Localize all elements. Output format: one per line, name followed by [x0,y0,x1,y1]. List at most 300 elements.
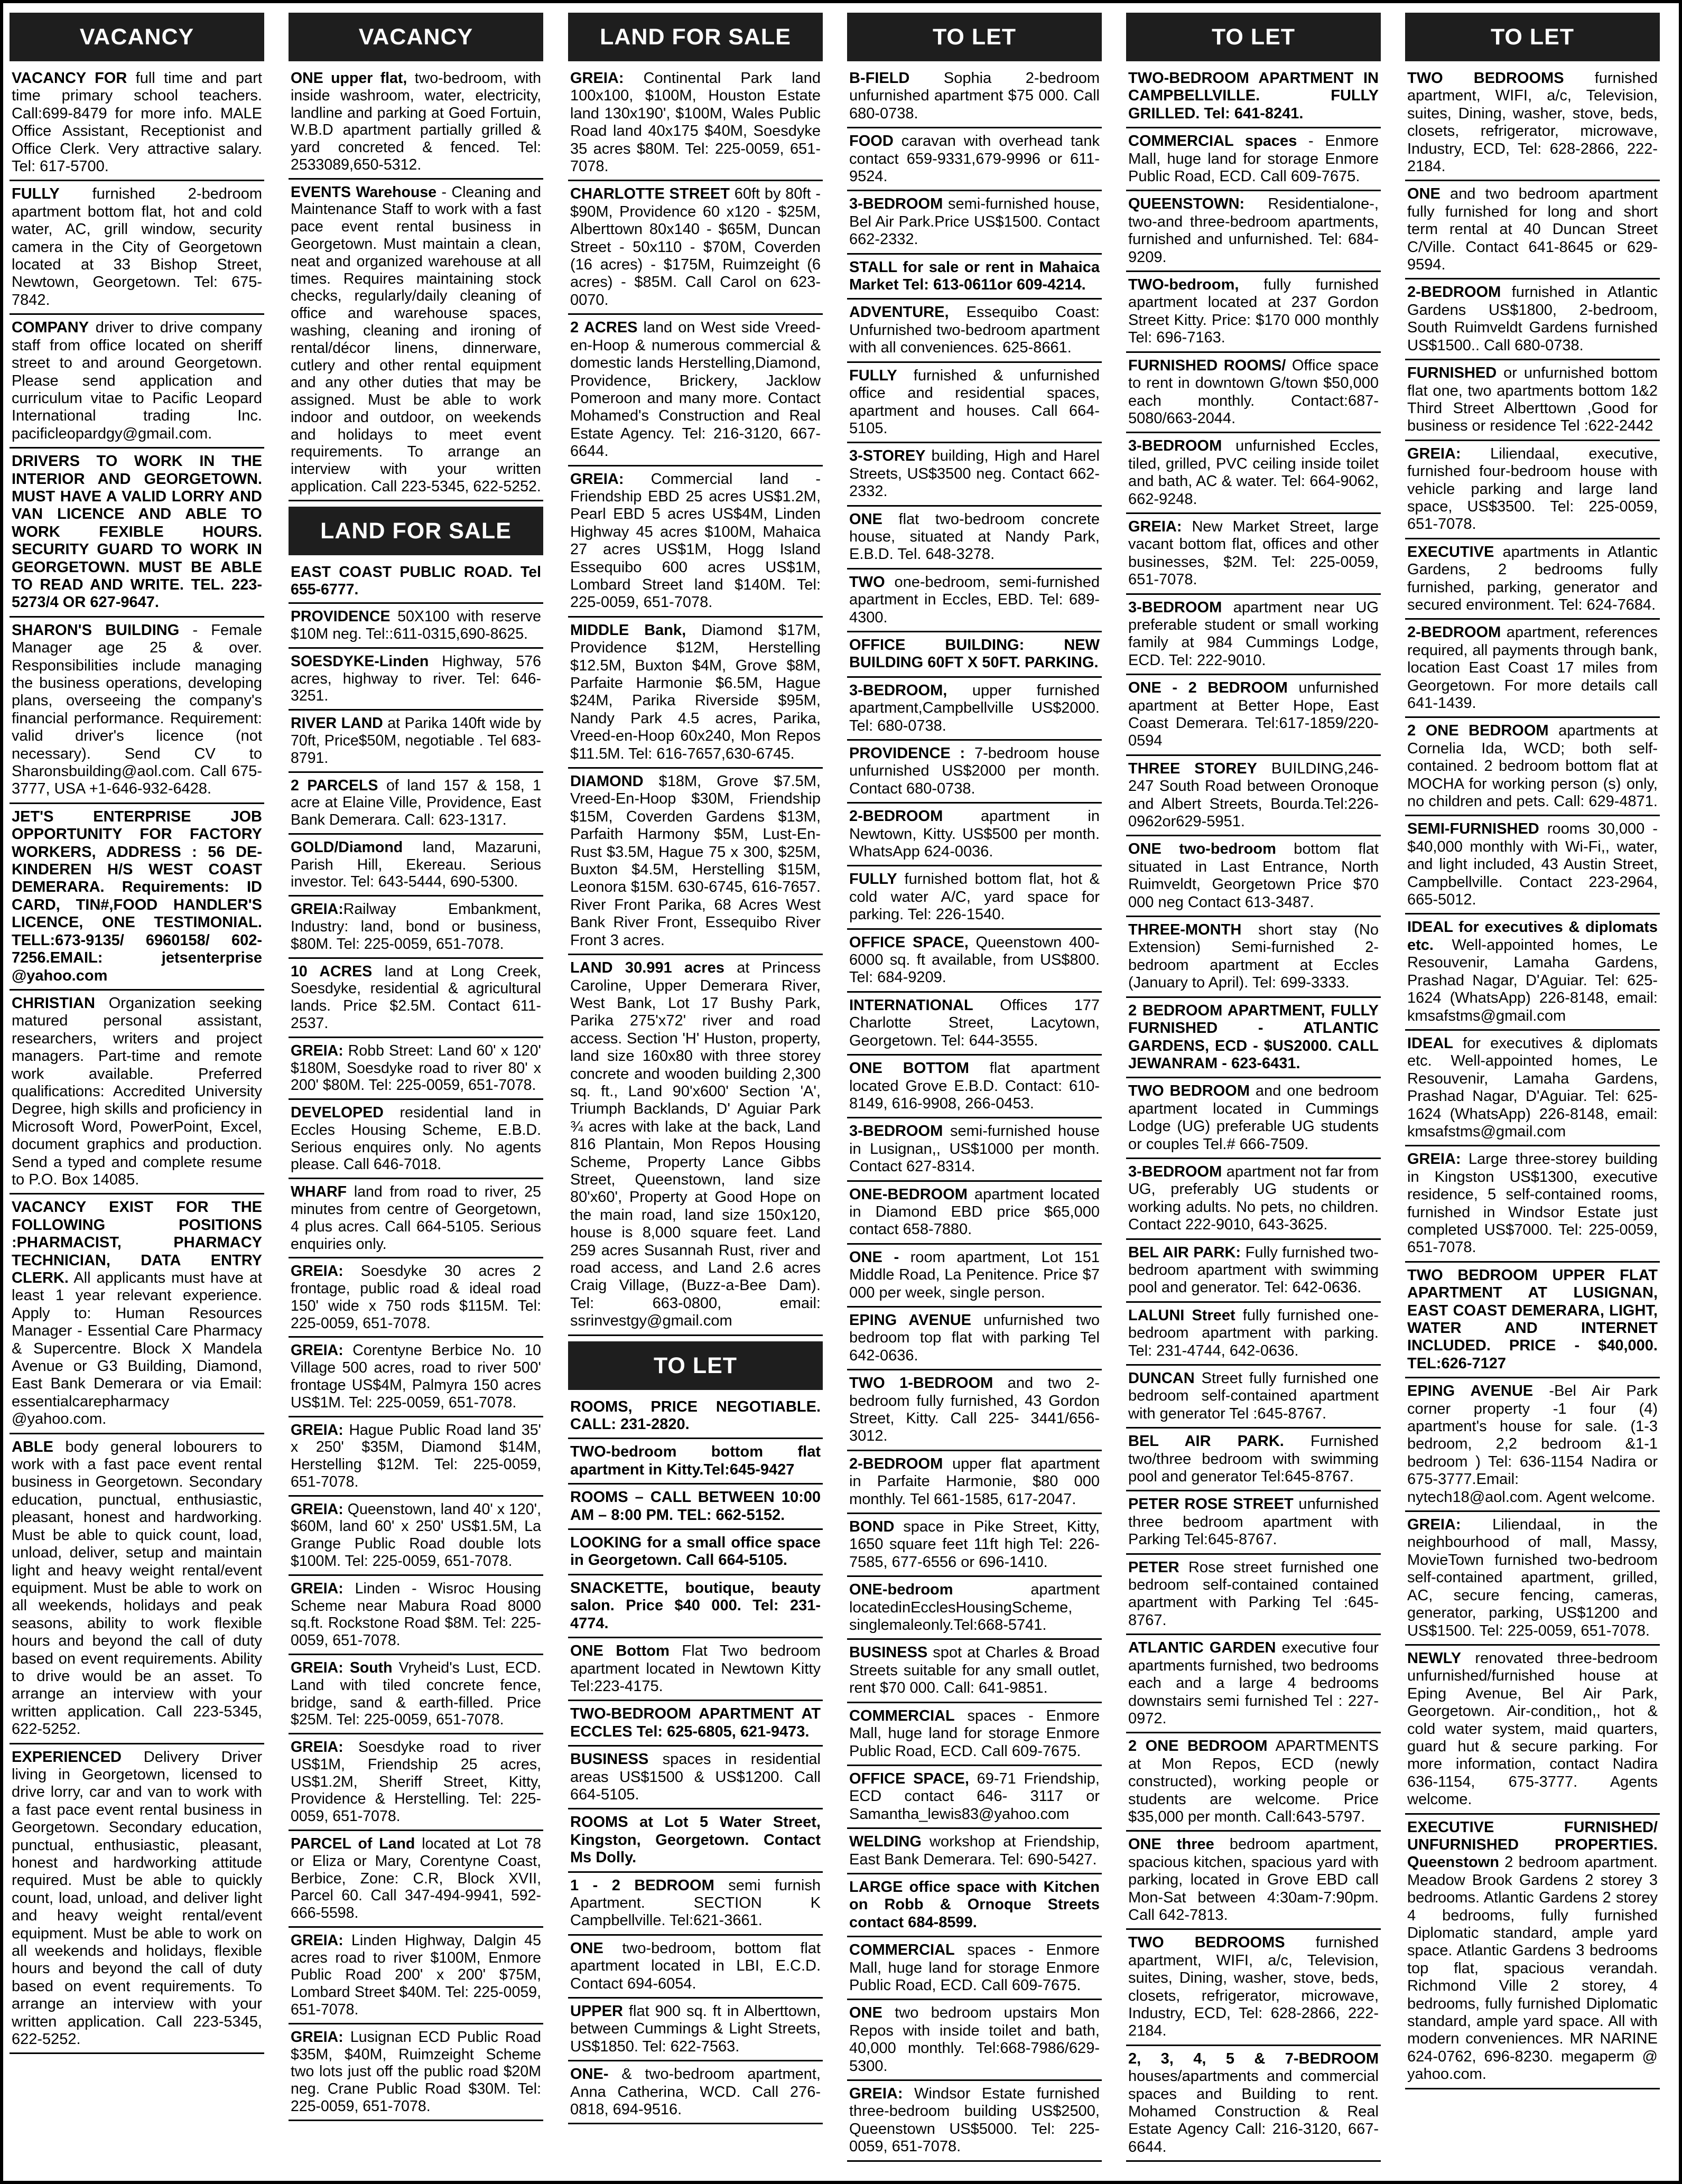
ad-text: spaces - Enmore Mall, huge land for storage Enmore Public Road, ECD. Call 609-7675. [849,1942,1100,1994]
ad-text: of land 157 & 158, 1 acre at Elaine Ville, Providence, East Bank Demerara. Call: 623-1317. [291,777,542,829]
ad-text: Commercial land - Friendship EBD 25 acres US$1.2M, Pearl EBD 5 acres US$4M, Linden Highway 45 acres $100M, Mahaica 27 acres US$1M, Hogg Island Essequibo 600 acres US$1M, Lombard Street land $140M. Tel: 225-0059, 651-7078. [570,470,821,611]
ad-lead: SOESDYKE-Linden [291,652,429,670]
ad-text: Furnished two/three bedroom with swimming pool and generator Tel:645-8767. [1128,1433,1379,1486]
ad-lead: 3-BEDROOM [849,195,943,213]
ad-lead: PROVIDENCE [291,608,391,626]
classified-ad [847,1878,1102,1937]
ad-text: APARTMENTS at Mon Repos, ECD (newly constructed), working people or students are welcome. Price $35,000 per month. Call:643-5797. [1128,1738,1379,1825]
ad-text: for executives & diplomats etc. Well-appointed homes, Le Resouvenir, Lamaha Gardens, Prashad Nagar, D'Aguiar. Tel: 625-1624 (WhatsApp) 226-8148, email: kmsafstms@gmail.com [1407,1034,1658,1140]
column-3 [568,13,823,2174]
classified-ad [847,1185,1102,1245]
ad-lead: OFFICE SPACE, [849,934,969,951]
ad-text: apartment near UG preferable student or small working family at 984 Cummings Lodge, ECD. Tel: 222-9010. [1128,599,1379,669]
ad-lead: RIVER LAND [291,715,383,732]
classified-ad [847,1311,1102,1370]
section-header: TO LET [568,1341,823,1390]
classified-ad [1126,920,1381,998]
classified-ad [289,1579,543,1655]
ad-lead: GREIA: [291,1580,343,1597]
ad-lead: FULLY [849,871,897,888]
ad-lead: 1 - 2 BEDROOM [570,1877,714,1894]
ad-text: workshop at Friendship, East Bank Demerara. Tel: 690-5427. [849,1833,1100,1868]
ad-text: caravan with overhead tank contact 659-9331,679-9996 or 611-9524. [849,133,1100,185]
ad-lead: BOND [849,1518,895,1536]
ad-text: spaces - Enmore Mall, huge land for storage Enmore Public Road, ECD. Call 609-7675. [849,1707,1100,1760]
ad-lead: GREIA: [570,70,624,87]
classified-ad [1405,1382,1660,1512]
ad-lead: GREIA: [570,470,624,488]
classified-ad [568,1641,823,1701]
ad-lead: 3-BEDROOM [1128,1163,1222,1180]
classified-ad [289,776,543,835]
classified-ad [1126,69,1381,128]
ad-lead: ATLANTIC GARDEN [1128,1639,1276,1657]
ad-lead: ONE upper flat, [291,70,407,87]
ad-text: apartment located in Diamond EBD price $65,000 contact 658-7880. [849,1186,1100,1238]
ad-lead: WHARF [291,1183,347,1201]
ad-text: Railway Embankment, Industry: land, bond or business, $80M. Tel: 225-0059, 651-7078. [291,901,541,953]
classified-ad [847,1454,1102,1514]
ad-text: apartments at Cornelia Ida, WCD; both self-contained. 2 bedroom bottom flat at MOCHA for working person (s) only, no children and pets. Call: 629-4871. [1407,722,1658,810]
ad-lead: GREIA: [291,1042,343,1059]
ad-text: one-bedroom, semi-furnished apartment in Eccles, EBD. Tel: 689-4300. [849,573,1100,626]
ad-lead: EAST COAST PUBLIC ROAD. Tel 655-6777. [291,563,541,598]
ad-text: Street fully furnished one bedroom self-contained apartment with generator Tel :645-8767. [1128,1370,1379,1422]
ad-text: flat 900 sq. ft in Alberttown, between Cummings & Light Streets, US$1850. Tel: 622-7563. [570,2003,821,2055]
classified-ad [847,744,1102,804]
section-header: TO LET [1405,13,1660,61]
ad-text: Diamond $17M, Providence $12M, Herstelling $12.5M, Buxton $4M, Grove $8M, Parfaite Harmonie $6.5M, Hague $24M, Parika Riverside $95M, Nandy Park 4.5 acres, Parika, Vreed-en-Hoop 60x240, Mon Repos $11.5M. Tel: 616-7657,630-6745. [570,621,821,762]
ad-text: - Female Manager age 25 & over. Responsibilities include managing the business operations, developing plans, overseeing the company's financial performance. Requirement: valid driver's licence (not necessary). Send CV to Sharonsbuilding@aol.com. Call 675-3777, USA +1-646-932-6428. [12,621,262,798]
classified-ad [289,1738,543,1831]
ad-text: Well-appointed homes, Le Resouvenir, Lamaha Gardens, Prashad Nagar, D'Aguiar. Tel: 625-1624 (WhatsApp) 226-8148, email: kmsafstms@gmail.com [1407,936,1658,1024]
section-header: LAND FOR SALE [289,507,543,555]
classified-ad [1126,1638,1381,1733]
ad-text: Liliendaal, executive, furnished four-bedroom house with vehicle parking and large land space, US$3500. Tel: 225-0059, 651-7078. [1407,445,1658,533]
ad-text: upper furnished apartment,Campbellville US$2000. Tel: 680-0738. [849,682,1100,734]
ad-text: and one bedroom apartment located in Cummings Lodge (UG) preferable UG students or couples Tel.# 666-7509. [1128,1082,1379,1153]
ad-lead: EPING AVENUE [849,1311,972,1329]
classified-ad [1126,1933,1381,2046]
classified-ad [1405,283,1660,360]
ad-text: Fully furnished two-bedroom apartment with swimming pool and generator. Tel: 642-0636. [1128,1244,1379,1296]
classified-ad [289,652,543,711]
classified-ad [289,838,543,897]
classified-ad [568,69,823,181]
classified-ad [847,1940,1102,2000]
classified-ad [847,2084,1102,2162]
ad-text: flat apartment located Grove E.B.D. Contact: 610-8149, 616-9908, 266-0453. [849,1060,1100,1112]
ad-text: at Parika 140ft wide by 70ft, Price$50M, negotiable . Tel 683-8791. [291,715,541,767]
ad-lead: ONE-BEDROOM [849,1186,968,1203]
classified-ad [568,1533,823,1575]
ad-text: Delivery Driver living in Georgetown, licensed to drive lorry, car and van to work with a fast pace event rental business in Georgetown. Secondary education, punctual, enthusiastic, pleasant, honest and hardworking attitude required. Must be able to quickly count, load, unload, and deliver light and heavy weight rental/event equipment. Must be able to work on all weekends and holidays, flexible hours and beyond the call of duty based on event requirements. To arrange an interview with your written application. Call 223-5345, 622-5252. [12,1748,262,2048]
ad-text: bottom flat situated in Last Entrance, North Ruimveldt, Georgetown Price $70 000 neg Contact 613-3487. [1128,841,1379,911]
ad-text: Vryheid's Lust, ECD. Land with tiled concrete fence, bridge, sand & earth-filled. Price $25M. Tel: 225-0059, 651-7078. [291,1659,541,1729]
ad-lead: ADVENTURE, [849,304,949,321]
ad-lead: TWO BEDROOMS [1128,1934,1285,1952]
classified-ad [289,183,543,501]
ad-lead: QUEENSTOWN: [1128,195,1245,213]
ad-text: Large three-storey building in Kingston US$1300, executive residence, 5 self-contained rooms, furnished in Windsor Estate just completed US$7000. Tel: 225-0059, 651-7078. [1407,1151,1658,1256]
column-5 [1126,13,1381,2174]
classified-ad [1126,275,1381,353]
classified-ad [10,69,264,181]
ad-lead: DUNCAN [1128,1370,1195,1387]
ad-lead: 2-BEDROOM [1407,284,1501,301]
ad-lead: TWO BEDROOMS [1407,70,1564,87]
ad-text: Queenstown, land 40' x 120', $60M, land 60' x 250' US$1.5M, La Grange Public Road double lots $100M. Tel: 225-0059, 651-7078. [291,1500,541,1570]
classified-ad [1126,2049,1381,2162]
classified-ad [289,962,543,1038]
ad-text: Robb Street: Land 60' x 120' $180M, Soesdyke road to river 80' x 200' $80M. Tel: 225-0059, 651-7078. [291,1042,541,1094]
ad-text: Windsor Estate furnished three-bedroom building US$2500, Queenstown US$5000. Tel: 225-0059, 651-7078. [849,2085,1100,2155]
ad-lead: ONE two-bedroom [1128,841,1276,858]
ad-lead: COMMERCIAL [849,1707,955,1724]
ad-lead: STALL for sale or rent in Mahaica Market Tel: 613-0611or 609-4214. [849,258,1100,294]
classified-ad [1126,356,1381,434]
ad-lead: ROOMS at Lot 5 Water Street, Kingston, Georgetown. Contact Ms Dolly. [570,1814,821,1866]
ad-text: Essequibo Coast: Unfurnished two-bedroom apartment with all conveniences. 625-8661. [849,304,1100,357]
classified-ad [1126,1835,1381,1930]
classified-ad [847,870,1102,929]
ad-lead: FURNISHED ROOMS/ [1128,357,1286,374]
classified-ad [568,772,823,955]
classified-ad [568,1579,823,1638]
classified-ad [289,607,543,649]
ad-lead: GREIA: [1407,445,1461,462]
classified-ad [568,1397,823,1440]
column-1 [10,13,264,2174]
ad-text: rooms 30,000 - $40,000 monthly with Wi-Fi,, water, and light included, 43 Austin Street, Campbellville. Contact 223-2964, 665-5012. [1407,820,1658,909]
ad-text: apartment, references required, all payments through bank, location East Coast 17 miles from Georgetown. For more details call 641-1439. [1407,624,1658,712]
ad-text: Soesdyke road to river US$1M, Friendship 25 acres, US$1.2M, Sheriff Street, Kitty, Providence & Herstelling. Tel: 225-0059, 651-7078. [291,1739,541,1825]
ad-text: Continental Park land 100x100, $100M, Houston Estate land 130x190', $100M, Wales Public Road land 40x175 $40M, Soesdyke 35 acres $80M. Tel: 225-0059, 651-7078. [570,70,821,175]
ad-lead: GREIA: [291,2028,343,2046]
ad-lead: VACANCY EXIST FOR THE FOLLOWING POSITIONS :PHARMACIST, PHARMACY TECHNICIAN, DATA ENTRY CLERK. [12,1199,262,1286]
ad-lead: 3-STOREY [849,447,926,465]
ad-lead: BEL AIR PARK: [1128,1244,1241,1261]
classified-ad [1405,69,1660,181]
classified-ad [1405,1649,1660,1815]
classified-ad [1405,444,1660,539]
classified-ad [1405,721,1660,816]
classified-ad [1126,1162,1381,1240]
ad-text: and two bedroom apartment fully furnished for long and short term rental at 40 Duncan Street C/Ville. Contact 641-8645 or 629-9594. [1407,185,1658,274]
ad-text: renovated three-bedroom unfurnished/furnished house at Eping Avenue, Bel Air Park, Georgetown. Air-condition,, hot & cold water system, maid quarters, guard hut & secure parking. For more information, contact Nadira 636-1154, 675-3777. Agents welcome. [1407,1649,1658,1808]
classified-ad [847,366,1102,444]
ad-lead: 2 BEDROOM APARTMENT, FULLY FURNISHED - ATLANTIC GARDENS, ECD - $US2000. CALL JEWANRAM - 623-6431. [1128,1002,1379,1072]
ad-text: room apartment, Lot 151 Middle Road, La Penitence. Price $7 000 per week, single person. [849,1248,1100,1301]
ad-text: two bedroom upstairs Mon Repos with inside toilet and bath, 40,000 monthly. Tel:668-7986/629-5300. [849,2004,1100,2075]
ad-text: spot at Charles & Broad Streets suitable for any small outlet, rent $70 000. Call: 641-9851. [849,1644,1100,1697]
classified-ad [289,714,543,772]
ad-lead: ONE BOTTOM [849,1060,969,1077]
ad-lead: 2-BEDROOM [849,1455,943,1472]
ad-text: $18M, Grove $7.5M, Vreed-En-Hoop $30M, Friendship $15M, Coverden Gardens $13M, Parfaith Harmony $5M, Lust-En-Rust $3.5M, Hague 75 x 300, $25M, Buxton $4.5M, Herstelling $15M, Leonora $15M. 630-6745, 616-7657. River Front Parika, 68 Acres West Bank River Front, Essequibo River Front 3 acres. [570,773,821,949]
classified-ad [1405,1034,1660,1146]
classified-ad [847,69,1102,128]
ad-text: 7-bedroom house unfurnished US$2000 per month. Contact 680-0738. [849,745,1100,797]
ad-lead: TWO-BEDROOM APARTMENT IN CAMPBELLVILLE. FULLY GRILLED. Tel: 641-8241. [1128,70,1379,122]
classified-ad [847,573,1102,632]
ad-text: apartment in Newtown, Kitty. US$500 per month. WhatsApp 624-0036. [849,808,1100,861]
ad-lead: 2 ONE BEDROOM [1407,722,1549,740]
ad-lead: COMMERCIAL [849,1942,955,1959]
classified-ad [1126,839,1381,917]
ad-text: land, Mazaruni, Parish Hill, Ekereau. Serious investor. Tel: 643-5444, 690-5300. [291,838,541,891]
classified-ad [1405,184,1660,279]
classified-ad [847,1059,1102,1118]
classified-ad [289,1041,543,1100]
classified-ad [847,132,1102,191]
classified-ad [1405,918,1660,1030]
ad-text: Soesdyke 30 acres 2 frontage, public road & ideal road 150' wide x 750 rods $115M. Tel: 225-0059, 651-7078. [291,1263,541,1332]
ad-lead: 2-BEDROOM [849,808,943,825]
ad-lead: FULLY [12,185,60,203]
classified-ad [1405,1818,1660,2089]
classified-ad [1405,363,1660,441]
classified-ad [289,1182,543,1258]
ad-lead: DEVELOPED [291,1104,384,1122]
ad-lead: EVENTS Warehouse [291,183,437,201]
ad-text: Sophia 2-bedroom unfurnished apartment $75 000. Call 680-0738. [849,70,1100,122]
classified-ad [10,1748,264,2055]
ad-lead: THREE STOREY [1128,760,1257,777]
ad-lead: BUSINESS [849,1644,928,1662]
classified-ad [847,1706,1102,1766]
ad-lead: TWO BEDROOM [1128,1082,1250,1100]
classified-ad [1126,1558,1381,1636]
classified-ad [1405,1150,1660,1262]
classified-ad [847,2003,1102,2081]
ad-text: All applicants must have at least 1 year relevant experience. Apply to: Human Resources Manager - Essential Care Pharmacy & Supercentre. Block X Mandela Avenue or G3 Building, Diamond, East Bank Demerara or via Email: essentialcarepharmacy @yahoo.com. [12,1270,262,1428]
classified-ad [568,470,823,618]
classified-ad [847,1122,1102,1181]
ad-text: -Bel Air Park corner property -1 four (4) apartment's house for sale. (1-3 bedroom, 2,2 bedroom &1-1 bedroom ) Tel: 636-1154 Nadira or 675-3777.Email: nytech18@aol.com. Agent welcome. [1407,1383,1658,1506]
ad-lead: LARGE office space with Kitchen on Robb & Ornoque Streets contact 684-8599. [849,1878,1100,1931]
ad-text: Hague Public Road land 35' x 250' $35M, Diamond $14M, Herstelling $12M. Tel: 225-0059, 651-7078. [291,1421,541,1490]
ad-lead: ABLE [12,1438,53,1455]
ad-text: apartment locatedinEcclesHousingScheme, singlemaleonly.Tel:668-5741. [849,1581,1100,1634]
classified-ad [1126,517,1381,595]
ad-lead: BEL AIR PARK. [1128,1433,1284,1450]
ad-lead: 3-BEDROOM [849,1123,943,1140]
column-4 [847,13,1102,2174]
ad-lead: VACANCY FOR [12,70,127,87]
classified-ad [847,1248,1102,1308]
ad-lead: SEMI-FURNISHED [1407,820,1539,838]
ad-lead: DIAMOND [570,773,644,790]
ad-lead: CHRISTIAN [12,994,95,1012]
ad-text: apartments in Atlantic Gardens, 2 bedrooms fully furnished, parking, generator and secured environment. Tel: 624-7684. [1407,543,1658,613]
ad-lead: 2, 3, 4, 5 & 7-BEDROOM [1128,2050,1379,2067]
ad-text: BUILDING,246-247 South Road between Oronoque and Albert Streets, Bourda.Tel:226-0962or629-5951. [1128,760,1379,830]
ad-text: furnished & unfurnished office and residential spaces, apartment and houses. Call 664-5105. [849,367,1100,437]
ad-lead: MIDDLE Bank, [570,621,686,639]
classified-ad [289,2028,543,2121]
classified-ad [847,807,1102,866]
ad-lead: TWO 1-BEDROOM [849,1375,993,1392]
ad-lead: BUSINESS [570,1751,649,1768]
classified-ad [289,900,543,958]
ad-text: semi-furnished house in Lusignan,, US$1000 per month. Contact 627-8314. [849,1123,1100,1175]
ad-lead: COMMERCIAL spaces [1128,133,1297,150]
classified-ad [289,1341,543,1417]
ad-lead: NEWLY [1407,1649,1462,1667]
classified-ad [568,958,823,1336]
ad-text: houses/apartments and commercial spaces and Building to rent. Mohamed Construction & Real Estate Agency Call: 216-3120, 667-6644. [1128,2068,1379,2155]
ad-lead: 2 ONE BEDROOM [1128,1738,1268,1755]
classified-ad [847,1374,1102,1451]
ad-text: furnished in Atlantic Gardens US$1800, 2-bedroom, South Ruimveldt Gardens furnished US$1500.. Call 680-0738. [1407,284,1658,354]
ad-text: unfurnished two bedroom top flat with parking Tel 642-0636. [849,1311,1100,1364]
ad-lead: 3-BEDROOM, [849,682,947,699]
classified-ad [10,184,264,315]
section-header: VACANCY [10,13,264,61]
ad-lead: ONE - [849,1248,899,1266]
ad-lead: COMPANY [12,319,89,337]
ad-text: New Market Street, large vacant bottom flat, offices and other businesses, $2M. Tel: 225-0059, 651-7078. [1128,518,1379,589]
classified-ad [10,452,264,618]
section-header: TO LET [847,13,1102,61]
classified-ad [1126,1306,1381,1366]
classified-ad [568,318,823,466]
classified-ad [568,1488,823,1530]
ad-text: spaces in residential areas US$1500 & US$1200. Call 664-5105. [570,1751,821,1803]
classified-ad [847,303,1102,362]
classified-ad [1126,759,1381,837]
ad-lead: GREIA: [291,1931,343,1949]
ad-text: - Cleaning and Maintenance Staff to work with a fast pace event rental business in Georgetown. Must maintain a clean, neat and organized warehouse at all times. Requires maintaining stock checks, regularly/daily cleaning of office and warehouse spaces, washing, cleaning and ironing of rental/décor linens, dinnerware, cutlery and other rental equipment and any other duties that may be assigned. Must be able to work indoor and outdoor, on weekends and holidays to meet event requirements. To arrange an interview with your written application. Call 223-5345, 622-5252. [291,183,541,495]
ad-lead: GREIA: [291,1500,343,1518]
classified-ad [1126,598,1381,676]
classified-ad [568,1750,823,1809]
classified-ad [1126,132,1381,191]
ad-lead: PROVIDENCE : [849,745,965,762]
ad-lead: GREIA: [291,1421,343,1439]
classified-ad [10,1198,264,1434]
classified-ad [1405,543,1660,620]
ad-lead: ONE [849,510,882,528]
ad-lead: GREIA: [1128,518,1182,535]
classified-ad [847,1832,1102,1874]
classified-ad [1126,1001,1381,1079]
classified-ad [10,318,264,449]
ad-lead: GREIA: South [291,1659,393,1676]
classified-ad [289,1103,543,1179]
classified-ad [847,1643,1102,1703]
classified-ad [1405,623,1660,718]
ad-lead: ONE [570,1939,603,1957]
classified-ad [289,563,543,604]
classified-ad [568,2065,823,2124]
ad-text: semi-furnished house, Bel Air Park.Price US$1500. Contact 662-2332. [849,195,1100,248]
ad-text: unfurnished Eccles, tiled, grilled, PVC ceiling inside toilet and bath, AC & water. Tel: 664-9062, 662-9248. [1128,437,1379,508]
ad-text: upper flat apartment in Parfaite Harmonie, $80 000 monthly. Tel 661-1585, 617-2047. [849,1455,1100,1508]
ad-text: Lusignan ECD Public Road $35M, $40M, Ruimzeight Scheme two lots just off the public road $20M neg. Crane Public Road $30M. Tel: 225-0059, 651-7078. [291,2028,541,2115]
ad-text: flat two-bedroom concrete house, situated at Nandy Park, E.B.D. Tel. 648-3278. [849,510,1100,563]
ad-text: 60ft by 80ft - $90M, Providence 60 x120 - $25M, Alberttown 80x140 - $65M, Duncan Street - 50x110 - $70M, Coverden (16 acres) - $175M, Ruimzeight (6 acres) - $85M. Call Carol on 623-0070. [570,185,821,309]
ad-lead: THREE-MONTH [1128,921,1242,939]
ad-lead: EXPERIENCED [12,1748,122,1766]
ad-lead: PETER ROSE STREET [1128,1496,1294,1513]
ad-text: Office space to rent in downtown G/town $50,000 each monthly. Contact:687-5080/663-2044. [1128,357,1379,427]
ad-text: and two 2-bedroom fully furnished, 43 Gordon Street, Kitty. Call 225- 3441/656-3012. [849,1375,1100,1445]
ad-lead: GREIA: [1407,1516,1461,1534]
ad-text: Organization seeking matured personal assistant, researchers, writers and project managers. Part-time and remote work available. Preferred qualifications: Accredited University Degree, high skills and proficiency in Microsoft Word, PowerPoint, Excel, document graphics and production. Send a typed and complete resume to P.O. Box 14085. [12,994,262,1188]
ad-text: two-bedroom, with inside washroom, water, electricity, landline and parking at Goed Fortuin, W.B.D apartment partially grilled & yard concreted & fenced. Tel: 2533089,650-5312. [291,70,542,173]
ad-lead: ONE Bottom [570,1642,670,1660]
ad-text: building, High and Harel Streets, US$3500 neg. Contact 662-2332. [849,447,1100,500]
ad-lead: EXECUTIVE [1407,543,1494,561]
ad-text: located at Lot 78 or Eliza or Mary, Corentyne Coast, Berbice, Zone: C.R, Block XVII, Parcel 60. Call 347-494-9941, 592-666-5598. [291,1835,542,1922]
ad-text: furnished 2-bedroom apartment bottom flat, hot and cold water, AC, grill window, security camera in the City of Georgetown located at 33 Bishop Street, Newtown, Georgetown. Tel: 675-7842. [12,185,262,309]
ad-lead: TWO BEDROOM UPPER FLAT APARTMENT AT LUSIGNAN, EAST COAST DEMERARA, LIGHT, WATER AND INTERNET INCLUDED. PRICE - $40,000. TEL:626-7127 [1407,1266,1658,1372]
ad-lead: ROOMS – CALL BETWEEN 10:00 AM – 8:00 PM. TEL: 662-5152. [570,1489,821,1524]
ad-text: apartment not far from UG, preferably UG students or working adults. No pets, no children. Contact 222-9010, 643-3625. [1128,1163,1379,1234]
classified-ad [1405,1515,1660,1646]
ad-lead: FOOD [849,133,894,150]
classified-ad [289,1834,543,1928]
ad-text: short stay (No Extension) Semi-furnished 2-bedroom apartment at Eccles (January to April). Tel: 699-3333. [1128,921,1379,992]
classified-ad [847,510,1102,570]
classified-ad [847,194,1102,254]
ad-lead: ROOMS, PRICE NEGOTIABLE. CALL: 231-2820. [570,1398,821,1433]
ad-text: Rose street furnished one bedroom self-contained contained apartment with Parking Tel :645-8767. [1128,1558,1379,1629]
ad-lead: GREIA: [291,901,343,918]
classified-ad [289,1421,543,1497]
ad-text: full time and part time primary school teachers. Call:699-8479 for more info. MALE Office Assistant, Receptionist and Office Clerk. Very attractive salary. Tel: 617-5700. [12,70,262,175]
ad-lead: DRIVERS TO WORK IN THE INTERIOR AND GEORGETOWN. MUST HAVE A VALID LORRY AND VAN LICENCE AND ABLE TO WORK FEXIBLE HOURS. SECURITY GUARD TO WORK IN GEORGETOWN. MUST BE ABLE TO READ AND WRITE. TEL. 223-5273/4 OR 627-9647. [12,453,262,611]
ad-lead: TWO [849,573,885,591]
ad-lead: B-FIELD [849,70,910,87]
ad-lead: 3-BEDROOM [1128,437,1222,455]
ad-text: furnished apartment, WIFI, a/c, Television, suites, Dining, washer, stove, beds, closets, refrigerator, microwave, Industry, ECD, Tel: 628-2866, 222-2184. [1407,70,1658,175]
ad-text: unfurnished three bedroom apartment with Parking Tel:645-8767. [1128,1496,1379,1548]
ad-lead: SHARON'S BUILDING [12,621,180,639]
ad-lead: CHARLOTTE STREET [570,185,730,203]
ad-lead: 10 ACRES [291,963,373,980]
ad-lead: 3-BEDROOM [1128,599,1222,616]
ad-text: fully furnished apartment located at 237 Gordon Street Kitty. Price: $170 000 monthly Tel: 696-7163. [1128,276,1379,347]
ad-lead: GOLD/Diamond [291,838,403,856]
ad-lead: LOOKING for a small office space in Georgetown. Call 664-5105. [570,1534,821,1569]
ad-text: 69-71 Friendship, ECD contact 646- 3117 or Samantha_lewis83@yahoo.com [849,1770,1100,1823]
ad-lead: ONE-bedroom [849,1581,953,1599]
ad-lead: SNACKETTE, boutique, beauty salon. Price $40 000. Tel: 231-4774. [570,1579,821,1632]
ad-lead: GREIA: [291,1739,343,1756]
ad-text: & two-bedroom apartment, Anna Catherina, WCD. Call 276-0818, 694-9516. [570,2066,821,2118]
classified-ad [847,446,1102,506]
ad-text: Linden - Wisroc Housing Scheme near Mabura Road 8000 sq.ft. Rockstone Road $8M. Tel: 225-0059, 651-7078. [291,1580,541,1649]
ad-text: land from road to river, 25 minutes from centre of Georgetown, 4 plus acres. Call 664-5105. Serious enquiries only. [291,1183,541,1253]
classified-ad [847,1769,1102,1829]
ad-lead: FULLY [849,367,897,384]
ad-text: Linden Highway, Dalgin 45 acres road to river $100M, Enmore Public Road 200' x 200' $75M, Lombard Street $40M. Tel: 225-0059, 651-7078. [291,1931,541,2018]
classified-ad [847,1580,1102,1640]
section-header: VACANCY [289,13,543,61]
ad-lead: ONE [1407,185,1441,203]
ad-text: fully furnished one-bedroom apartment with parking. Tel: 231-4744, 642-0636. [1128,1306,1379,1359]
ad-text: 2 bedroom apartment. Meadow Brook Gardens 2 storey 3 bedrooms. Atlantic Gardens 2 storey 4 bedrooms, fully furnished Diplomatic standard, ample yard space. Atlantic Gardens 3 bedrooms top flat, spacious verandah. Richmond Ville 2 storey, 4 bedrooms, fully furnished Diplomatic standard, ample yard space. All with modern conveniences. MR NARINE 624-0762, 696-8230. megaperm @ yahoo.com. [1407,1854,1658,2083]
ad-text: body general lobourers to work with a fast pace event rental business in Georgetown. Secondary education, punctual, enthusiastic, pleasant, honest and hardworking. Must be able to quick count, load, unload, deliver, setup and maintain light and heavy weight rental/event equipment. Must be able to work on all weekends, holidays and peak seasons, ability to work flexible hours and beyond the call of duty based on event requirements. Ability to drive would be an asset. To arrange an interview with your written application. Call 223-5345, 622-5252. [12,1438,262,1738]
ad-lead: 2 PARCELS [291,777,378,794]
ad-text: unfurnished apartment at Better Hope, East Coast Demerara. Tel:617-1859/220-0594 [1128,679,1379,750]
ad-lead: WELDING [849,1833,922,1851]
section-header: LAND FOR SALE [568,13,823,61]
classified-ad [1126,1243,1381,1303]
